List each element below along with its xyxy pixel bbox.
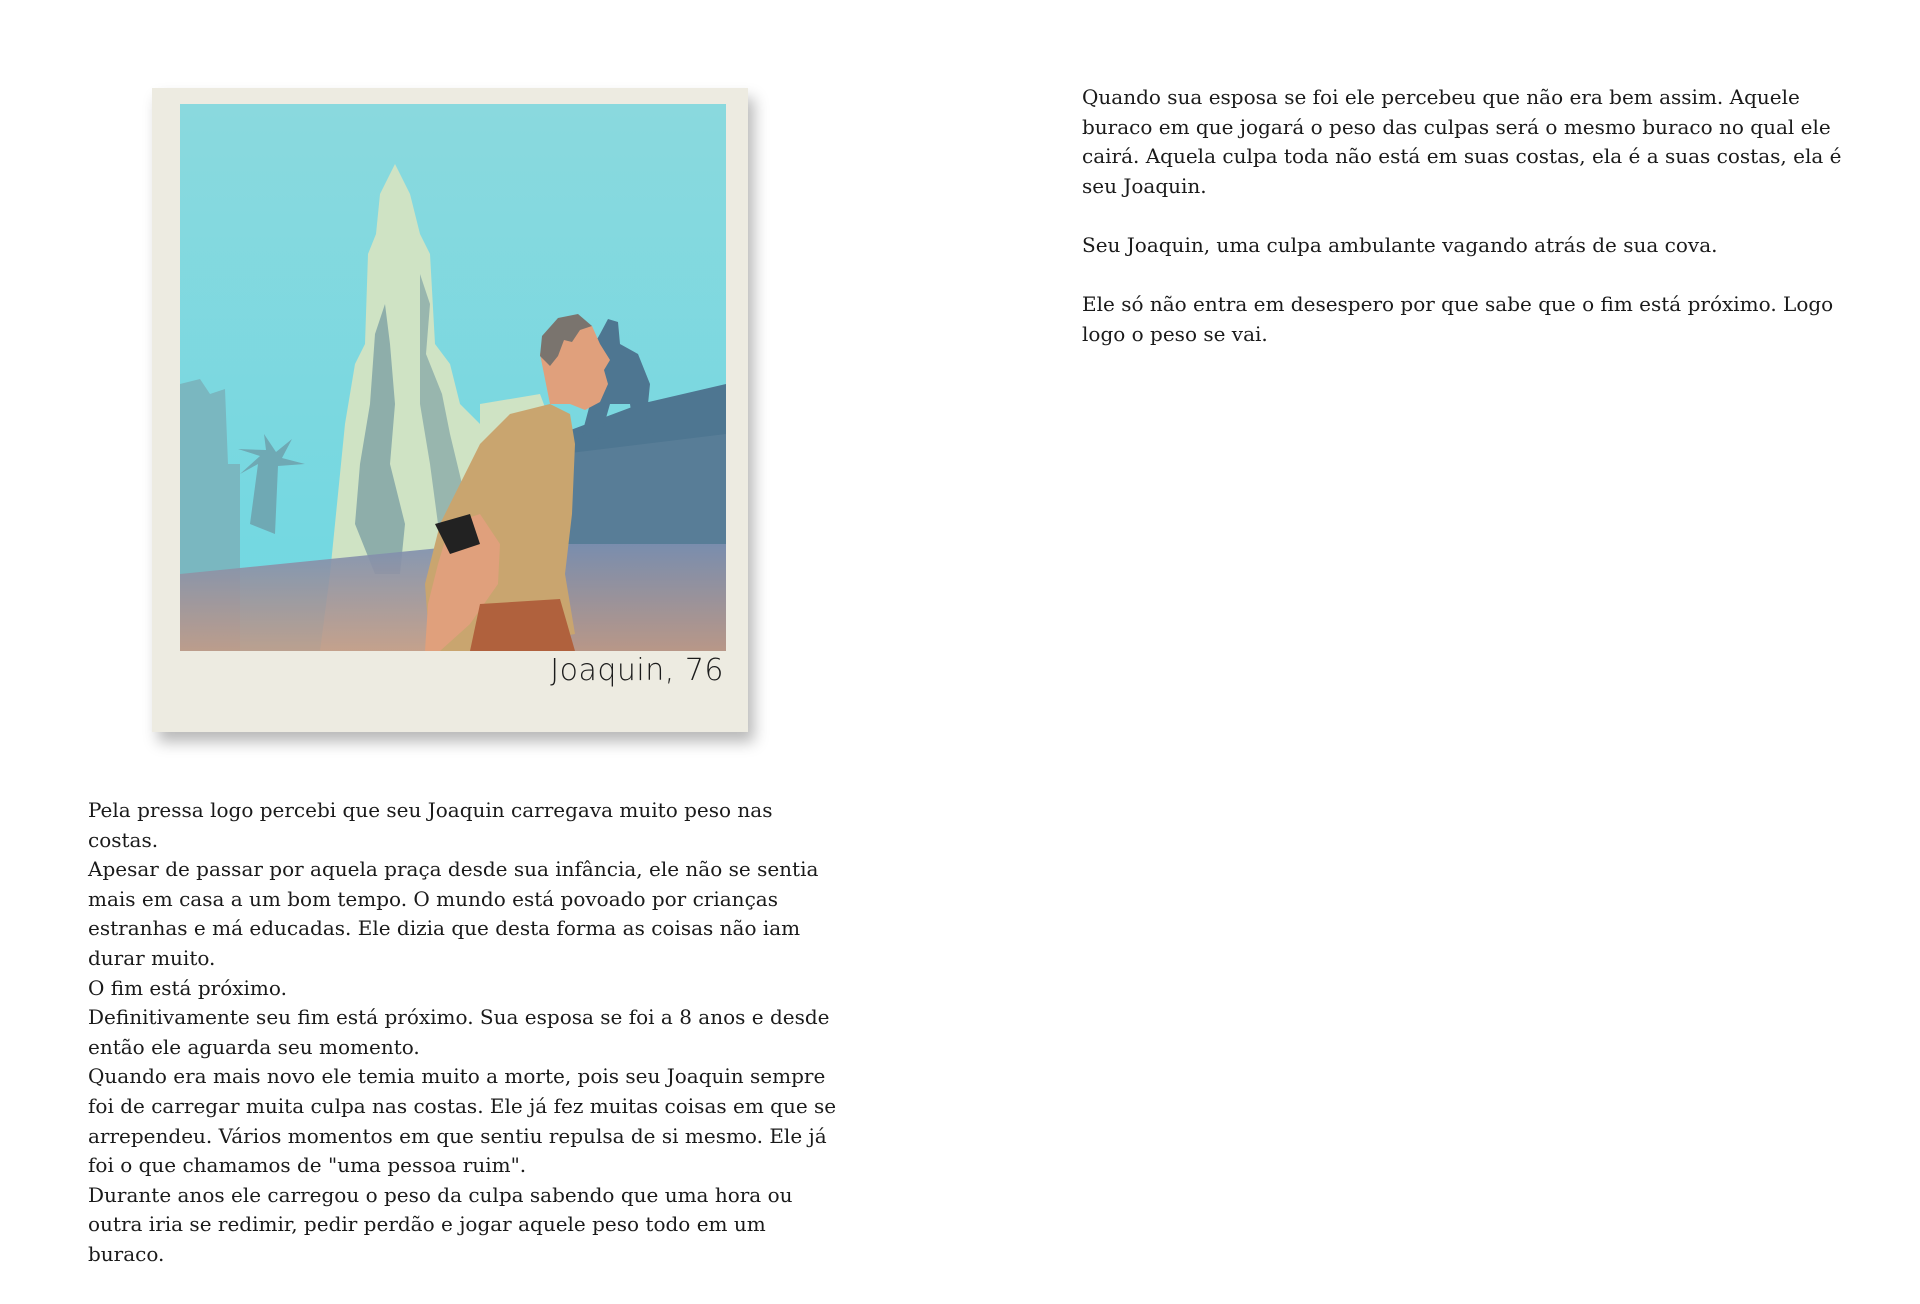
paragraph: Ele só não entra em desespero por que sabe que o fim está próximo. Logo logo o peso se vai. <box>1082 292 1834 346</box>
paragraph: Pela pressa logo percebi que seu Joaquin carregava muito peso nas costas. <box>88 798 773 852</box>
paragraph: O fim está próximo. <box>88 975 287 1000</box>
photo-caption: Joaquin, 76 <box>550 653 724 688</box>
paragraph: Apesar de passar por aquela praça desde sua infância, ele não se sentia mais em casa a um bom tempo. O mundo está povoado por crianças estranhas e má educadas. Ele dizia que desta forma as coisas não iam durar muito. <box>88 857 819 970</box>
illustration-image <box>180 104 726 651</box>
right-page-text <box>1082 83 1842 379</box>
polaroid-photo <box>152 88 748 732</box>
paragraph: Quando sua esposa se foi ele percebeu que não era bem assim. Aquele buraco em que jogará o peso das culpas será o mesmo buraco no qual ele cairá. Aquela culpa toda não está em suas costas, ela é a suas costas, ela é seu Joaquin. <box>1082 85 1842 198</box>
paragraph: Durante anos ele carregou o peso da culpa sabendo que uma hora ou outra iria se redimir, pedir perdão e jogar aquele peso todo em um buraco. <box>88 1182 793 1266</box>
paragraph: Seu Joaquin, uma culpa ambulante vagando atrás de sua cova. <box>1082 232 1718 257</box>
paragraph: Quando era mais novo ele temia muito a morte, pois seu Joaquin sempre foi de carregar muita culpa nas costas. Ele já fez muitas coisas em que se arrependeu. Vários momentos em que sentiu repulsa de si mesmo. Ele já foi o que chamamos de "uma pessoa ruim". <box>88 1064 837 1178</box>
person-walking-illustration <box>180 104 726 651</box>
paragraph: Definitivamente seu fim está próximo. Sua esposa se foi a 8 anos e desde então ele aguarda seu momento. <box>88 1005 830 1059</box>
left-page-text <box>88 796 848 1270</box>
